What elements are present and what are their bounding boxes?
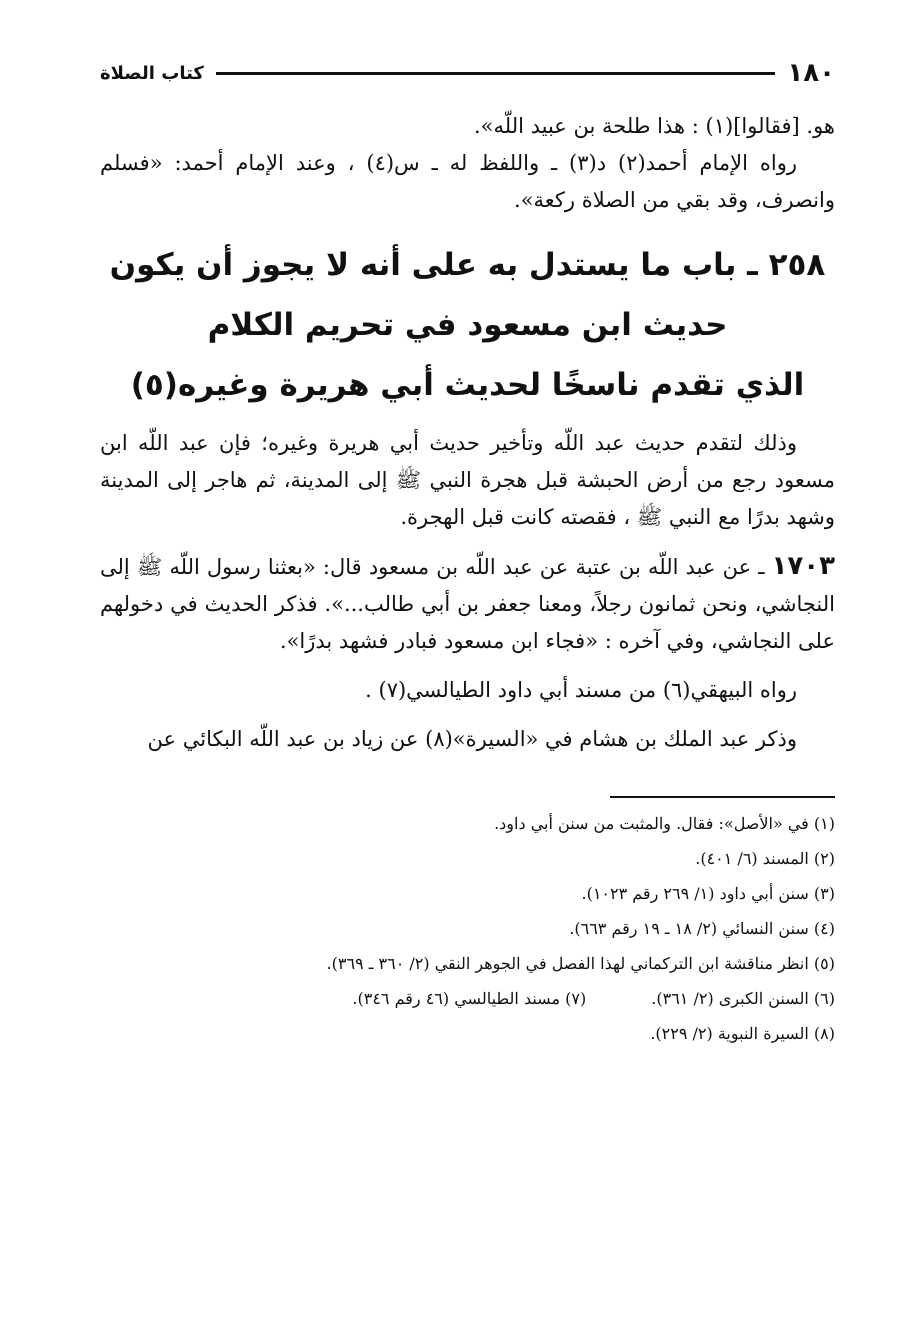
running-header <box>100 56 835 90</box>
footnote: (٦) السنن الكبرى (٢/ ٣٦١). <box>651 988 835 1008</box>
hadith-number: ١٧٠٣ <box>771 551 835 581</box>
paragraph: وذكر عبد الملك بن هشام في «السيرة»(٨) عن زياد بن عبد اللّه البكائي عن <box>147 727 797 751</box>
footnote: (٧) مسند الطيالسي (٤٦ رقم ٣٤٦). <box>352 988 587 1008</box>
footnote: (١) في «الأصل»: فقال. والمثبت من سنن أبي داود. <box>494 813 835 833</box>
paragraph: وذلك لتقدم حديث عبد اللّه وتأخير حديث أبي هريرة وغيره؛ فإن عبد اللّه ابن مسعود رجع من أرض الحبشة قبل هجرة النبي ﷺ إلى المدينة، ثم هاجر إلى المدينة وشهد بدرًا مع النبي ﷺ ، فقصته كانت قبل الهجرة. <box>100 431 835 529</box>
hadith-text: ـ عن عبد اللّه بن عتبة عن عبد اللّه بن مسعود قال: «بعثنا رسول اللّه ﷺ إلى النجاشي، ونحن ثمانون رجلاً، ومعنا جعفر بن أبي طالب...». فذكر الحديث في دخولهم على النجاشي، وفي آخره : «فجاء ابن مسعود فبادر فشهد بدرًا». <box>100 555 835 653</box>
paragraph: هو. [فقالوا](١) : هذا طلحة بن عبيد اللّه». <box>473 114 835 138</box>
section-heading <box>100 235 835 415</box>
header-rule <box>216 72 776 75</box>
hadith-paragraph <box>100 548 835 660</box>
footnote: (٢) المسند (٦/ ٤٠١). <box>695 848 835 868</box>
footnote-row <box>100 981 835 1016</box>
footnotes <box>100 806 835 1051</box>
section-heading-line: الذي تقدم ناسخًا لحديث أبي هريرة وغيره(٥) <box>130 367 805 403</box>
footnote-separator <box>610 796 835 798</box>
chapter-title: كتاب الصلاة <box>100 62 204 84</box>
page-number: ١٨٠ <box>787 58 835 88</box>
paragraph: رواه البيهقي(٦) من مسند أبي داود الطيالسي(٧) . <box>365 678 797 702</box>
paragraph: رواه الإمام أحمد(٢) د(٣) ـ واللفظ له ـ س(٤) ، وعند الإمام أحمد: «فسلم وانصرف، وقد بقي من الصلاة ركعة». <box>100 151 835 212</box>
document-page <box>100 56 835 1051</box>
footnote: (٣) سنن أبي داود (١/ ٢٦٩ رقم ١٠٢٣). <box>581 883 835 903</box>
footnote: (٨) السيرة النبوية (٢/ ٢٢٩). <box>650 1023 835 1043</box>
footnote: (٥) انظر مناقشة ابن التركماني لهذا الفصل في الجوهر النقي (٢/ ٣٦٠ ـ ٣٦٩). <box>326 953 835 973</box>
section-heading-line: ٢٥٨ ـ باب ما يستدل به على أنه لا يجوز أن يكون <box>109 247 826 283</box>
footnote: (٤) سنن النسائي (٢/ ١٨ ـ ١٩ رقم ٦٦٣). <box>569 918 835 938</box>
section-heading-line: حديث ابن مسعود في تحريم الكلام <box>207 307 728 343</box>
